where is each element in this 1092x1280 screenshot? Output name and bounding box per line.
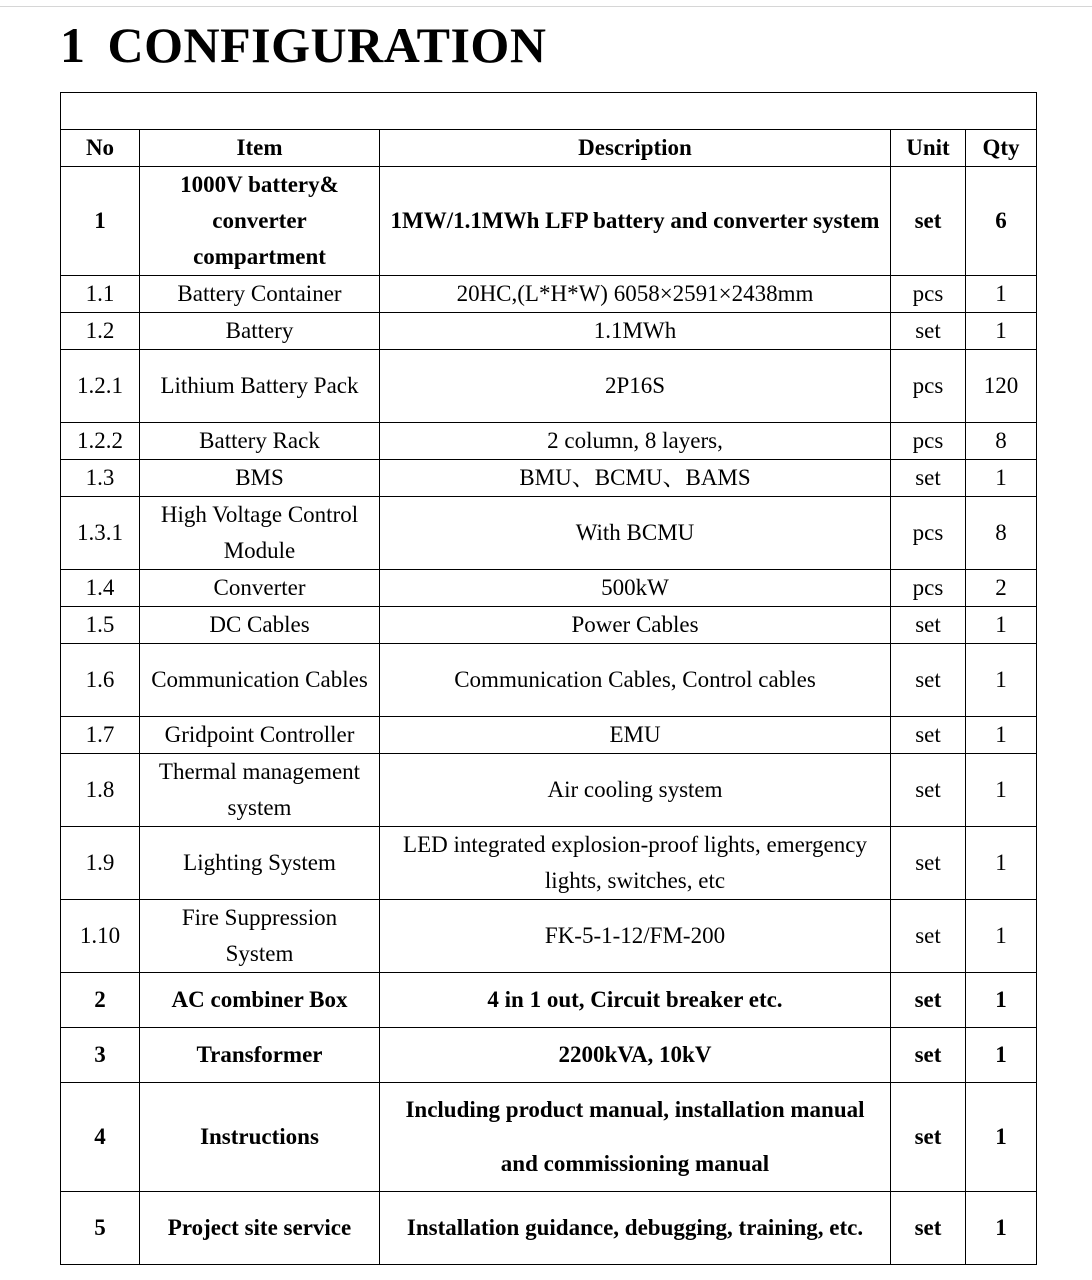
cell-description: 1.1MWh (380, 313, 891, 350)
section-number: 1 (60, 17, 86, 73)
cell-description: 500kW (380, 570, 891, 607)
table-row (61, 350, 1037, 423)
cell-item: Battery Container (140, 276, 380, 313)
cell-qty: 8 (966, 423, 1037, 460)
cell-unit: set (891, 1192, 966, 1265)
cell-qty: 1 (966, 717, 1037, 754)
cell-item: BMS (140, 460, 380, 497)
cell-item: Instructions (140, 1083, 380, 1192)
cell-item: Battery Rack (140, 423, 380, 460)
cell-no: 1 (61, 167, 140, 276)
cell-description: 2P16S (380, 350, 891, 423)
cell-description: 2200kVA, 10kV (380, 1028, 891, 1083)
table-header-row (61, 130, 1037, 167)
table-row (61, 607, 1037, 644)
cell-qty: 1 (966, 754, 1037, 827)
cell-description: BMU、BCMU、BAMS (380, 460, 891, 497)
cell-description: With BCMU (380, 497, 891, 570)
cell-qty: 1 (966, 973, 1037, 1028)
cell-item: 1000V battery& converter compartment (140, 167, 380, 276)
cell-unit: set (891, 313, 966, 350)
cell-no: 1.2.1 (61, 350, 140, 423)
table-blank-header-row (61, 93, 1037, 130)
cell-description: Installation guidance, debugging, training, etc. (380, 1192, 891, 1265)
cell-no: 4 (61, 1083, 140, 1192)
column-header-unit: Unit (891, 130, 966, 167)
cell-description: EMU (380, 717, 891, 754)
cell-unit: pcs (891, 423, 966, 460)
table-row (61, 717, 1037, 754)
cell-unit: set (891, 607, 966, 644)
cell-qty: 1 (966, 1028, 1037, 1083)
table-row (61, 313, 1037, 350)
cell-no: 1.7 (61, 717, 140, 754)
cell-unit: pcs (891, 350, 966, 423)
cell-unit: set (891, 754, 966, 827)
cell-description: 1MW/1.1MWh LFP battery and converter system (380, 167, 891, 276)
table-blank-header-cell (61, 93, 1037, 130)
cell-no: 3 (61, 1028, 140, 1083)
table-row (61, 497, 1037, 570)
table-row (61, 460, 1037, 497)
table-row (61, 900, 1037, 973)
cell-qty: 1 (966, 460, 1037, 497)
cell-item: Project site service (140, 1192, 380, 1265)
cell-item: Lithium Battery Pack (140, 350, 380, 423)
cell-description: Including product manual, installation manual and commissioning manual (380, 1083, 891, 1192)
cell-unit: set (891, 973, 966, 1028)
cell-unit: set (891, 717, 966, 754)
cell-item: Thermal management system (140, 754, 380, 827)
table-row (61, 276, 1037, 313)
cell-no: 1.2.2 (61, 423, 140, 460)
cell-no: 1.6 (61, 644, 140, 717)
cell-qty: 2 (966, 570, 1037, 607)
cell-qty: 1 (966, 313, 1037, 350)
cell-no: 5 (61, 1192, 140, 1265)
table-row (61, 973, 1037, 1028)
table-row (61, 1083, 1037, 1192)
top-divider (0, 6, 1092, 7)
table-row (61, 1192, 1037, 1265)
column-header-no: No (61, 130, 140, 167)
table-row (61, 754, 1037, 827)
cell-qty: 1 (966, 900, 1037, 973)
table-row (61, 827, 1037, 900)
cell-item: Fire Suppression System (140, 900, 380, 973)
cell-item: Gridpoint Controller (140, 717, 380, 754)
cell-item: Converter (140, 570, 380, 607)
table-row (61, 167, 1037, 276)
cell-unit: pcs (891, 276, 966, 313)
cell-qty: 8 (966, 497, 1037, 570)
table-row (61, 570, 1037, 607)
section-heading (60, 14, 546, 76)
cell-unit: set (891, 827, 966, 900)
cell-description: 4 in 1 out, Circuit breaker etc. (380, 973, 891, 1028)
cell-no: 1.2 (61, 313, 140, 350)
cell-no: 1.8 (61, 754, 140, 827)
cell-no: 1.5 (61, 607, 140, 644)
cell-unit: set (891, 167, 966, 276)
table-row (61, 423, 1037, 460)
cell-unit: set (891, 1028, 966, 1083)
cell-item: DC Cables (140, 607, 380, 644)
column-header-description: Description (380, 130, 891, 167)
cell-unit: set (891, 1083, 966, 1192)
cell-qty: 1 (966, 644, 1037, 717)
cell-item: Communication Cables (140, 644, 380, 717)
cell-qty: 1 (966, 827, 1037, 900)
cell-no: 2 (61, 973, 140, 1028)
cell-no: 1.3.1 (61, 497, 140, 570)
cell-unit: set (891, 900, 966, 973)
cell-qty: 1 (966, 1192, 1037, 1265)
cell-item: High Voltage Control Module (140, 497, 380, 570)
cell-description: FK-5-1-12/FM-200 (380, 900, 891, 973)
cell-qty: 1 (966, 607, 1037, 644)
section-title: CONFIGURATION (107, 17, 547, 73)
table-row (61, 644, 1037, 717)
cell-description: LED integrated explosion-proof lights, emergency lights, switches, etc (380, 827, 891, 900)
cell-no: 1.10 (61, 900, 140, 973)
cell-description: 2 column, 8 layers, (380, 423, 891, 460)
cell-unit: pcs (891, 497, 966, 570)
cell-item: AC combiner Box (140, 973, 380, 1028)
cell-description: 20HC,(L*H*W) 6058×2591×2438mm (380, 276, 891, 313)
table-row (61, 1028, 1037, 1083)
column-header-qty: Qty (966, 130, 1037, 167)
cell-unit: set (891, 460, 966, 497)
cell-item: Transformer (140, 1028, 380, 1083)
cell-no: 1.3 (61, 460, 140, 497)
cell-unit: pcs (891, 570, 966, 607)
column-header-item: Item (140, 130, 380, 167)
cell-qty: 1 (966, 1083, 1037, 1192)
cell-qty: 6 (966, 167, 1037, 276)
cell-qty: 120 (966, 350, 1037, 423)
cell-unit: set (891, 644, 966, 717)
cell-qty: 1 (966, 276, 1037, 313)
configuration-table (60, 92, 1037, 1265)
cell-no: 1.9 (61, 827, 140, 900)
cell-no: 1.1 (61, 276, 140, 313)
cell-description: Communication Cables, Control cables (380, 644, 891, 717)
cell-no: 1.4 (61, 570, 140, 607)
cell-description: Power Cables (380, 607, 891, 644)
cell-item: Lighting System (140, 827, 380, 900)
cell-description: Air cooling system (380, 754, 891, 827)
cell-item: Battery (140, 313, 380, 350)
